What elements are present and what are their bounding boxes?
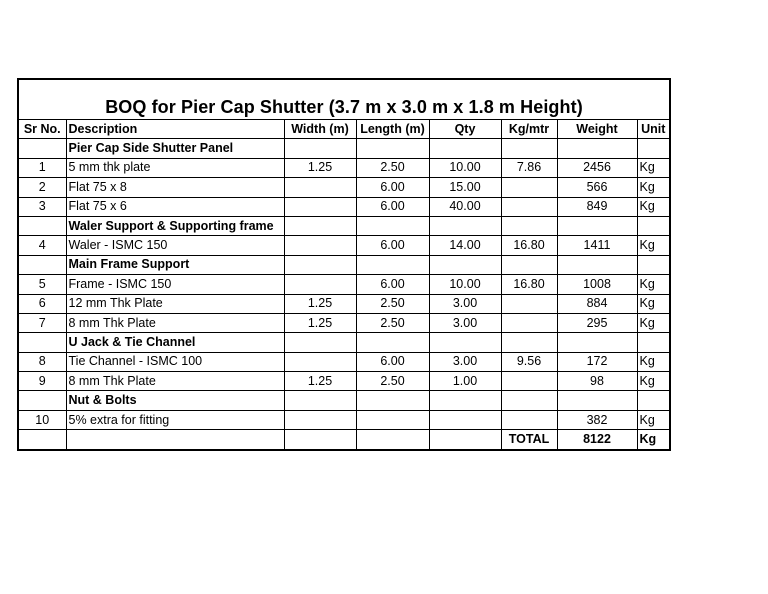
cell-width xyxy=(284,410,356,429)
boq-sheet xyxy=(17,78,671,451)
cell-description: 8 mm Thk Plate xyxy=(66,313,284,332)
col-header-qty: Qty xyxy=(429,120,501,139)
cell-qty xyxy=(429,255,501,274)
cell-weight xyxy=(557,216,637,235)
cell-length: 2.50 xyxy=(356,158,429,177)
cell-length: 6.00 xyxy=(356,275,429,294)
cell-kg-per-mtr xyxy=(501,391,557,410)
cell-unit xyxy=(637,333,669,352)
cell-length: 6.00 xyxy=(356,352,429,371)
table-row xyxy=(19,158,669,177)
table-row xyxy=(19,313,669,332)
cell-sr-no xyxy=(19,430,66,449)
cell-unit xyxy=(637,216,669,235)
cell-kg-per-mtr xyxy=(501,255,557,274)
cell-qty xyxy=(429,430,501,449)
cell-qty xyxy=(429,139,501,158)
cell-kg-per-mtr xyxy=(501,313,557,332)
cell-qty: 14.00 xyxy=(429,236,501,255)
cell-length xyxy=(356,410,429,429)
cell-description: U Jack & Tie Channel xyxy=(66,333,284,352)
cell-kg-per-mtr xyxy=(501,197,557,216)
col-header-kg-per-mtr: Kg/mtr xyxy=(501,120,557,139)
cell-qty: 10.00 xyxy=(429,275,501,294)
cell-description: Pier Cap Side Shutter Panel xyxy=(66,139,284,158)
cell-width: 1.25 xyxy=(284,294,356,313)
table-row xyxy=(19,197,669,216)
cell-qty xyxy=(429,333,501,352)
cell-sr-no xyxy=(19,139,66,158)
cell-weight xyxy=(557,255,637,274)
cell-description: Flat 75 x 6 xyxy=(66,197,284,216)
cell-length xyxy=(356,255,429,274)
cell-weight: 2456 xyxy=(557,158,637,177)
cell-length xyxy=(356,391,429,410)
cell-description: Nut & Bolts xyxy=(66,391,284,410)
cell-length xyxy=(356,216,429,235)
cell-weight xyxy=(557,139,637,158)
cell-kg-per-mtr xyxy=(501,294,557,313)
table-row xyxy=(19,352,669,371)
cell-description: 12 mm Thk Plate xyxy=(66,294,284,313)
cell-weight: 382 xyxy=(557,410,637,429)
cell-description: 8 mm Thk Plate xyxy=(66,372,284,391)
table-row xyxy=(19,275,669,294)
cell-width xyxy=(284,216,356,235)
cell-weight: 295 xyxy=(557,313,637,332)
cell-weight xyxy=(557,391,637,410)
cell-qty: 3.00 xyxy=(429,352,501,371)
cell-unit: Kg xyxy=(637,197,669,216)
cell-sr-no xyxy=(19,255,66,274)
cell-width xyxy=(284,178,356,197)
cell-width: 1.25 xyxy=(284,158,356,177)
cell-sr-no: 10 xyxy=(19,410,66,429)
cell-weight: 849 xyxy=(557,197,637,216)
col-header-sr-no: Sr No. xyxy=(19,120,66,139)
cell-width xyxy=(284,352,356,371)
section-row xyxy=(19,216,669,235)
total-row xyxy=(19,430,669,449)
cell-unit: Kg xyxy=(637,430,669,449)
section-row xyxy=(19,333,669,352)
cell-sr-no: 7 xyxy=(19,313,66,332)
cell-sr-no: 9 xyxy=(19,372,66,391)
cell-sr-no: 2 xyxy=(19,178,66,197)
cell-length xyxy=(356,139,429,158)
cell-weight: 1411 xyxy=(557,236,637,255)
cell-weight: 8122 xyxy=(557,430,637,449)
cell-qty: 3.00 xyxy=(429,313,501,332)
section-row xyxy=(19,255,669,274)
cell-qty: 15.00 xyxy=(429,178,501,197)
cell-unit: Kg xyxy=(637,372,669,391)
cell-kg-per-mtr: 9.56 xyxy=(501,352,557,371)
cell-width xyxy=(284,430,356,449)
table-row xyxy=(19,178,669,197)
cell-sr-no: 1 xyxy=(19,158,66,177)
cell-unit: Kg xyxy=(637,352,669,371)
cell-length xyxy=(356,333,429,352)
col-header-length: Length (m) xyxy=(356,120,429,139)
cell-length: 2.50 xyxy=(356,313,429,332)
section-row xyxy=(19,139,669,158)
cell-length: 2.50 xyxy=(356,372,429,391)
cell-length: 6.00 xyxy=(356,178,429,197)
cell-description: Waler - ISMC 150 xyxy=(66,236,284,255)
cell-weight: 1008 xyxy=(557,275,637,294)
cell-weight: 98 xyxy=(557,372,637,391)
cell-qty: 1.00 xyxy=(429,372,501,391)
cell-unit: Kg xyxy=(637,158,669,177)
cell-sr-no: 3 xyxy=(19,197,66,216)
cell-width xyxy=(284,197,356,216)
cell-sr-no xyxy=(19,333,66,352)
cell-qty xyxy=(429,410,501,429)
cell-width xyxy=(284,391,356,410)
cell-weight: 884 xyxy=(557,294,637,313)
sheet-title: BOQ for Pier Cap Shutter (3.7 m x 3.0 m x 1.8 m Height) xyxy=(19,80,669,120)
cell-unit: Kg xyxy=(637,236,669,255)
col-header-width: Width (m) xyxy=(284,120,356,139)
table-row xyxy=(19,372,669,391)
cell-width xyxy=(284,333,356,352)
cell-unit: Kg xyxy=(637,178,669,197)
cell-width: 1.25 xyxy=(284,313,356,332)
cell-unit: Kg xyxy=(637,313,669,332)
header-row xyxy=(19,120,669,139)
cell-length: 2.50 xyxy=(356,294,429,313)
cell-sr-no xyxy=(19,391,66,410)
cell-weight: 566 xyxy=(557,178,637,197)
cell-description xyxy=(66,430,284,449)
cell-width xyxy=(284,139,356,158)
cell-qty xyxy=(429,391,501,410)
cell-weight xyxy=(557,333,637,352)
cell-qty: 3.00 xyxy=(429,294,501,313)
cell-unit: Kg xyxy=(637,410,669,429)
cell-qty: 40.00 xyxy=(429,197,501,216)
cell-kg-per-mtr: 7.86 xyxy=(501,158,557,177)
cell-unit xyxy=(637,391,669,410)
cell-unit: Kg xyxy=(637,294,669,313)
cell-kg-per-mtr xyxy=(501,178,557,197)
cell-description: Main Frame Support xyxy=(66,255,284,274)
cell-width: 1.25 xyxy=(284,372,356,391)
cell-description: Frame - ISMC 150 xyxy=(66,275,284,294)
cell-length xyxy=(356,430,429,449)
cell-width xyxy=(284,275,356,294)
cell-qty: 10.00 xyxy=(429,158,501,177)
cell-description: Flat 75 x 8 xyxy=(66,178,284,197)
boq-table xyxy=(19,120,669,449)
cell-kg-per-mtr xyxy=(501,333,557,352)
cell-description: Waler Support & Supporting frame xyxy=(66,216,284,235)
cell-length: 6.00 xyxy=(356,197,429,216)
table-row xyxy=(19,294,669,313)
cell-sr-no: 4 xyxy=(19,236,66,255)
cell-sr-no: 6 xyxy=(19,294,66,313)
cell-kg-per-mtr xyxy=(501,372,557,391)
cell-kg-per-mtr: TOTAL xyxy=(501,430,557,449)
cell-length: 6.00 xyxy=(356,236,429,255)
cell-sr-no: 5 xyxy=(19,275,66,294)
cell-sr-no xyxy=(19,216,66,235)
section-row xyxy=(19,391,669,410)
cell-unit xyxy=(637,255,669,274)
col-header-unit: Unit xyxy=(637,120,669,139)
cell-description: Tie Channel - ISMC 100 xyxy=(66,352,284,371)
cell-kg-per-mtr xyxy=(501,216,557,235)
cell-width xyxy=(284,236,356,255)
cell-kg-per-mtr xyxy=(501,139,557,158)
col-header-description: Description xyxy=(66,120,284,139)
table-row xyxy=(19,410,669,429)
cell-qty xyxy=(429,216,501,235)
col-header-weight: Weight xyxy=(557,120,637,139)
cell-unit: Kg xyxy=(637,275,669,294)
cell-description: 5 mm thk plate xyxy=(66,158,284,177)
cell-width xyxy=(284,255,356,274)
cell-weight: 172 xyxy=(557,352,637,371)
table-row xyxy=(19,236,669,255)
cell-description: 5% extra for fitting xyxy=(66,410,284,429)
cell-kg-per-mtr: 16.80 xyxy=(501,236,557,255)
cell-kg-per-mtr: 16.80 xyxy=(501,275,557,294)
cell-unit xyxy=(637,139,669,158)
cell-kg-per-mtr xyxy=(501,410,557,429)
cell-sr-no: 8 xyxy=(19,352,66,371)
